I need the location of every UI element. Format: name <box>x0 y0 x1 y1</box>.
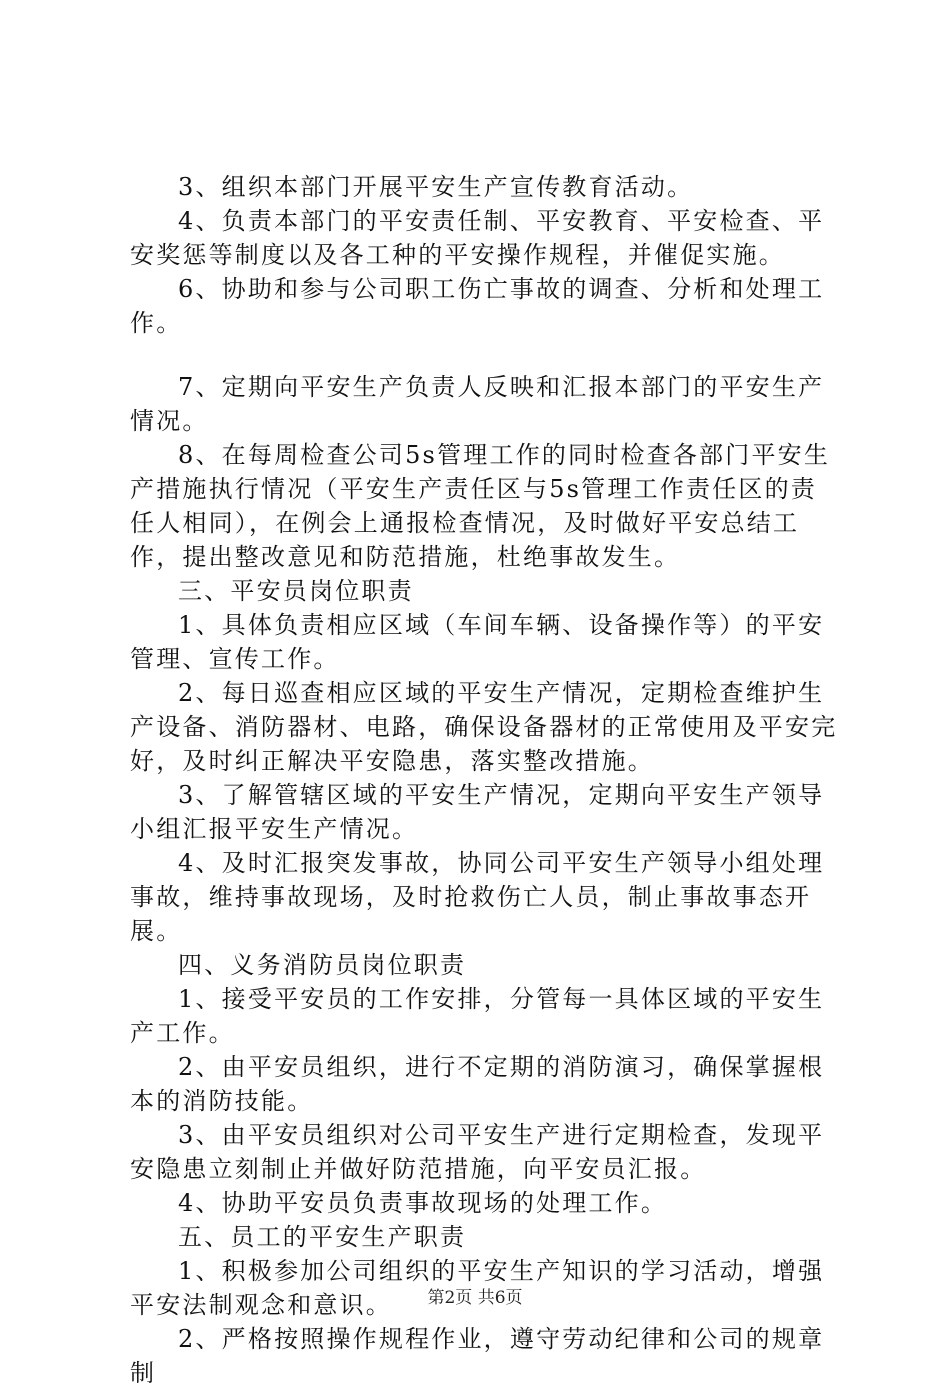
paragraph: 3、了解管辖区域的平安生产情况，定期向平安生产领导小组汇报平安生产情况。 <box>130 781 825 843</box>
paragraph: 1、具体负责相应区域（车间车辆、设备操作等）的平安管理、宣传工作。 <box>130 611 825 673</box>
paragraph: 6、协助和参与公司职工伤亡事故的调查、分析和处理工作。 <box>130 275 825 337</box>
paragraph: 2、由平安员组织，进行不定期的消防演习，确保掌握根本的消防技能。 <box>130 1053 825 1115</box>
paragraph: 2、严格按照操作规程作业，遵守劳动纪律和公司的规章制 <box>130 1325 825 1387</box>
paragraph: 3、组织本部门开展平安生产宣传教育活动。 <box>178 173 694 201</box>
spacer <box>130 340 840 370</box>
paragraph: 8、在每周检查公司5s管理工作的同时检查各部门平安生产措施执行情况（平安生产责任区与5s管理工作责任区的责任人相同），在例会上通报检查情况，及时做好平安总结工作，提出整改意见和防范措施，杜绝事故发生。 <box>130 441 831 571</box>
section-heading: 四、义务消防员岗位职责 <box>178 951 467 979</box>
paragraph: 2、每日巡查相应区域的平安生产情况，定期检查维护生产设备、消防器材、电路，确保设备器材的正常使用及平安完好，及时纠正解决平安隐患，落实整改措施。 <box>130 679 838 775</box>
paragraph: 1、积极参加公司组织的平安生产知识的学习活动，增强平安法制观念和意识。 <box>130 1257 825 1319</box>
paragraph: 3、由平安员组织对公司平安生产进行定期检查，发现平安隐患立刻制止并做好防范措施，向平安员汇报。 <box>130 1121 825 1183</box>
document-body <box>130 170 840 1390</box>
section-heading: 三、平安员岗位职责 <box>178 577 414 605</box>
section-heading: 五、员工的平安生产职责 <box>178 1223 467 1251</box>
paragraph: 7、定期向平安生产负责人反映和汇报本部门的平安生产情况。 <box>130 373 825 435</box>
paragraph: 4、协助平安员负责事故现场的处理工作。 <box>178 1189 668 1217</box>
paragraph: 1、接受平安员的工作安排，分管每一具体区域的平安生产工作。 <box>130 985 825 1047</box>
page-number-footer: 第2页 共6页 <box>427 1288 523 1308</box>
paragraph: 4、负责本部门的平安责任制、平安教育、平安检查、平安奖惩等制度以及各工种的平安操作规程，并催促实施。 <box>130 207 825 269</box>
paragraph: 4、及时汇报突发事故，协同公司平安生产领导小组处理事故，维持事故现场，及时抢救伤亡人员，制止事故事态开展。 <box>130 849 825 945</box>
